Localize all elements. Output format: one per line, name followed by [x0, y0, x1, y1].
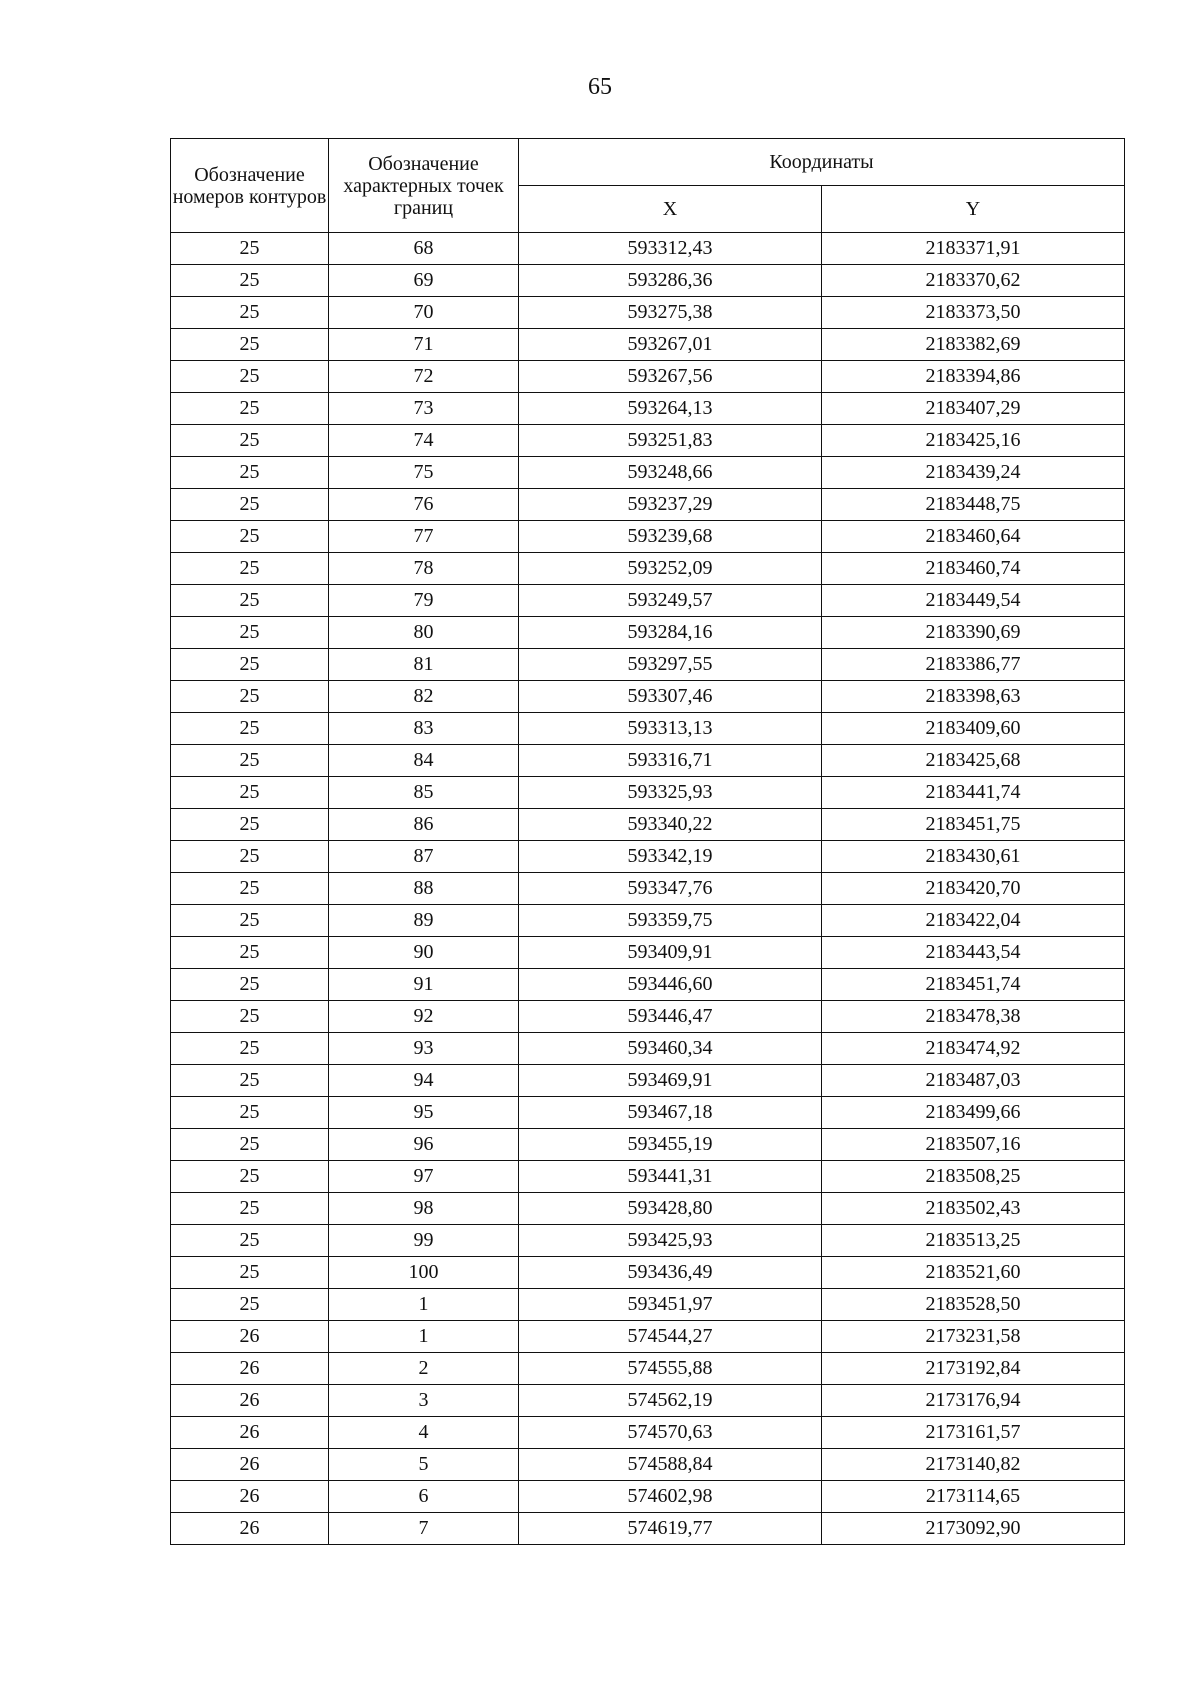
cell-y: 2183371,91 [822, 233, 1125, 265]
cell-x: 593286,36 [519, 265, 822, 297]
cell-point: 97 [329, 1161, 519, 1193]
cell-x: 593316,71 [519, 745, 822, 777]
cell-y: 2183487,03 [822, 1065, 1125, 1097]
cell-contour: 25 [171, 745, 329, 777]
table-row [171, 745, 1125, 777]
cell-y: 2183422,04 [822, 905, 1125, 937]
cell-x: 593313,13 [519, 713, 822, 745]
cell-point: 84 [329, 745, 519, 777]
cell-contour: 25 [171, 841, 329, 873]
table-row [171, 1001, 1125, 1033]
cell-y: 2183439,24 [822, 457, 1125, 489]
cell-x: 574555,88 [519, 1353, 822, 1385]
cell-y: 2173114,65 [822, 1481, 1125, 1513]
cell-contour: 26 [171, 1513, 329, 1545]
cell-contour: 25 [171, 681, 329, 713]
cell-x: 593441,31 [519, 1161, 822, 1193]
cell-contour: 25 [171, 393, 329, 425]
table-row [171, 329, 1125, 361]
cell-point: 100 [329, 1257, 519, 1289]
cell-point: 98 [329, 1193, 519, 1225]
cell-contour: 25 [171, 361, 329, 393]
cell-y: 2183409,60 [822, 713, 1125, 745]
cell-x: 593252,09 [519, 553, 822, 585]
header-boundary-point: Обозначение характерных точек границ [329, 139, 519, 233]
cell-y: 2183521,60 [822, 1257, 1125, 1289]
cell-contour: 25 [171, 457, 329, 489]
cell-x: 593248,66 [519, 457, 822, 489]
cell-y: 2183474,92 [822, 1033, 1125, 1065]
cell-x: 593340,22 [519, 809, 822, 841]
cell-contour: 25 [171, 1097, 329, 1129]
cell-y: 2173161,57 [822, 1417, 1125, 1449]
cell-x: 574570,63 [519, 1417, 822, 1449]
cell-point: 95 [329, 1097, 519, 1129]
table-row [171, 393, 1125, 425]
cell-contour: 25 [171, 1065, 329, 1097]
table-row [171, 425, 1125, 457]
cell-x: 574602,98 [519, 1481, 822, 1513]
cell-contour: 25 [171, 297, 329, 329]
cell-point: 5 [329, 1449, 519, 1481]
cell-y: 2183370,62 [822, 265, 1125, 297]
cell-point: 3 [329, 1385, 519, 1417]
cell-contour: 26 [171, 1449, 329, 1481]
cell-x: 593469,91 [519, 1065, 822, 1097]
cell-point: 72 [329, 361, 519, 393]
table-row [171, 1193, 1125, 1225]
table-row [171, 809, 1125, 841]
cell-y: 2183382,69 [822, 329, 1125, 361]
cell-point: 81 [329, 649, 519, 681]
cell-contour: 25 [171, 585, 329, 617]
cell-y: 2183451,75 [822, 809, 1125, 841]
cell-x: 574562,19 [519, 1385, 822, 1417]
cell-x: 593284,16 [519, 617, 822, 649]
cell-y: 2183443,54 [822, 937, 1125, 969]
cell-y: 2173140,82 [822, 1449, 1125, 1481]
cell-y: 2183386,77 [822, 649, 1125, 681]
table-row [171, 297, 1125, 329]
cell-contour: 25 [171, 873, 329, 905]
cell-x: 593275,38 [519, 297, 822, 329]
cell-y: 2183430,61 [822, 841, 1125, 873]
cell-contour: 25 [171, 1001, 329, 1033]
page-number: 65 [588, 74, 612, 100]
cell-y: 2183441,74 [822, 777, 1125, 809]
cell-contour: 25 [171, 809, 329, 841]
cell-point: 68 [329, 233, 519, 265]
cell-point: 7 [329, 1513, 519, 1545]
cell-y: 2183528,50 [822, 1289, 1125, 1321]
cell-point: 94 [329, 1065, 519, 1097]
table-row [171, 553, 1125, 585]
cell-contour: 26 [171, 1417, 329, 1449]
cell-x: 593342,19 [519, 841, 822, 873]
table-row [171, 1321, 1125, 1353]
cell-x: 593425,93 [519, 1225, 822, 1257]
table-row [171, 1417, 1125, 1449]
cell-point: 69 [329, 265, 519, 297]
table-row [171, 649, 1125, 681]
cell-point: 4 [329, 1417, 519, 1449]
cell-x: 593325,93 [519, 777, 822, 809]
cell-point: 80 [329, 617, 519, 649]
table-row [171, 841, 1125, 873]
table-row [171, 905, 1125, 937]
cell-contour: 25 [171, 425, 329, 457]
cell-point: 89 [329, 905, 519, 937]
table-row [171, 969, 1125, 1001]
cell-y: 2183508,25 [822, 1161, 1125, 1193]
cell-x: 593446,47 [519, 1001, 822, 1033]
table-row [171, 713, 1125, 745]
cell-contour: 25 [171, 1257, 329, 1289]
cell-y: 2173192,84 [822, 1353, 1125, 1385]
cell-point: 92 [329, 1001, 519, 1033]
cell-point: 91 [329, 969, 519, 1001]
cell-contour: 25 [171, 905, 329, 937]
cell-y: 2183507,16 [822, 1129, 1125, 1161]
cell-y: 2183425,68 [822, 745, 1125, 777]
table-row [171, 1161, 1125, 1193]
cell-x: 574544,27 [519, 1321, 822, 1353]
cell-x: 593446,60 [519, 969, 822, 1001]
cell-contour: 25 [171, 553, 329, 585]
cell-contour: 26 [171, 1385, 329, 1417]
cell-x: 593409,91 [519, 937, 822, 969]
cell-y: 2183502,43 [822, 1193, 1125, 1225]
cell-contour: 25 [171, 521, 329, 553]
cell-contour: 25 [171, 1033, 329, 1065]
cell-contour: 26 [171, 1353, 329, 1385]
coordinates-table [170, 138, 1125, 1545]
cell-y: 2183460,74 [822, 553, 1125, 585]
cell-x: 593359,75 [519, 905, 822, 937]
cell-y: 2183420,70 [822, 873, 1125, 905]
table-row [171, 777, 1125, 809]
cell-point: 1 [329, 1289, 519, 1321]
cell-contour: 25 [171, 1161, 329, 1193]
table-row [171, 1225, 1125, 1257]
cell-point: 78 [329, 553, 519, 585]
cell-point: 70 [329, 297, 519, 329]
cell-contour: 25 [171, 969, 329, 1001]
table-row [171, 1097, 1125, 1129]
cell-contour: 26 [171, 1481, 329, 1513]
cell-y: 2183394,86 [822, 361, 1125, 393]
table-row [171, 585, 1125, 617]
cell-x: 593267,56 [519, 361, 822, 393]
cell-contour: 25 [171, 1289, 329, 1321]
cell-contour: 25 [171, 1193, 329, 1225]
table-row [171, 1289, 1125, 1321]
cell-point: 73 [329, 393, 519, 425]
table-row [171, 1449, 1125, 1481]
cell-x: 593237,29 [519, 489, 822, 521]
cell-x: 593467,18 [519, 1097, 822, 1129]
cell-point: 79 [329, 585, 519, 617]
table-row [171, 1481, 1125, 1513]
table-row [171, 457, 1125, 489]
cell-contour: 26 [171, 1321, 329, 1353]
table-row [171, 1353, 1125, 1385]
cell-point: 88 [329, 873, 519, 905]
table-body [171, 233, 1125, 1545]
table-row [171, 681, 1125, 713]
table-row [171, 1385, 1125, 1417]
cell-x: 593436,49 [519, 1257, 822, 1289]
cell-contour: 25 [171, 233, 329, 265]
cell-y: 2183425,16 [822, 425, 1125, 457]
cell-y: 2173231,58 [822, 1321, 1125, 1353]
cell-y: 2183513,25 [822, 1225, 1125, 1257]
table-row [171, 1129, 1125, 1161]
cell-y: 2183460,64 [822, 521, 1125, 553]
table-row [171, 1257, 1125, 1289]
cell-contour: 25 [171, 649, 329, 681]
cell-x: 593297,55 [519, 649, 822, 681]
table-row [171, 265, 1125, 297]
cell-point: 87 [329, 841, 519, 873]
table-row [171, 617, 1125, 649]
cell-point: 83 [329, 713, 519, 745]
table-row [171, 1033, 1125, 1065]
cell-x: 593451,97 [519, 1289, 822, 1321]
cell-point: 2 [329, 1353, 519, 1385]
cell-point: 99 [329, 1225, 519, 1257]
cell-point: 74 [329, 425, 519, 457]
cell-point: 90 [329, 937, 519, 969]
cell-x: 593267,01 [519, 329, 822, 361]
cell-y: 2183373,50 [822, 297, 1125, 329]
cell-point: 86 [329, 809, 519, 841]
cell-contour: 25 [171, 1129, 329, 1161]
cell-contour: 25 [171, 265, 329, 297]
table-row [171, 361, 1125, 393]
header-contour-number: Обозначение номеров контуров [171, 139, 329, 233]
table-row [171, 937, 1125, 969]
cell-y: 2183478,38 [822, 1001, 1125, 1033]
cell-x: 593264,13 [519, 393, 822, 425]
table-row [171, 873, 1125, 905]
cell-contour: 25 [171, 713, 329, 745]
cell-y: 2173176,94 [822, 1385, 1125, 1417]
header-coordinates: Координаты [519, 139, 1125, 186]
cell-contour: 25 [171, 777, 329, 809]
cell-contour: 25 [171, 1225, 329, 1257]
cell-x: 593251,83 [519, 425, 822, 457]
cell-y: 2183448,75 [822, 489, 1125, 521]
cell-contour: 25 [171, 937, 329, 969]
cell-y: 2183449,54 [822, 585, 1125, 617]
cell-point: 82 [329, 681, 519, 713]
cell-x: 593307,46 [519, 681, 822, 713]
cell-point: 6 [329, 1481, 519, 1513]
cell-point: 93 [329, 1033, 519, 1065]
cell-x: 593249,57 [519, 585, 822, 617]
header-y: Y [822, 186, 1125, 233]
cell-point: 85 [329, 777, 519, 809]
cell-y: 2183398,63 [822, 681, 1125, 713]
table-row [171, 1513, 1125, 1545]
cell-point: 96 [329, 1129, 519, 1161]
cell-y: 2183499,66 [822, 1097, 1125, 1129]
table-row [171, 1065, 1125, 1097]
cell-point: 1 [329, 1321, 519, 1353]
cell-x: 593347,76 [519, 873, 822, 905]
cell-contour: 25 [171, 617, 329, 649]
table-row [171, 521, 1125, 553]
cell-x: 593455,19 [519, 1129, 822, 1161]
cell-contour: 25 [171, 489, 329, 521]
cell-x: 574619,77 [519, 1513, 822, 1545]
cell-y: 2183390,69 [822, 617, 1125, 649]
cell-point: 75 [329, 457, 519, 489]
table-row [171, 489, 1125, 521]
cell-y: 2183407,29 [822, 393, 1125, 425]
cell-y: 2173092,90 [822, 1513, 1125, 1545]
header-x: X [519, 186, 822, 233]
cell-point: 71 [329, 329, 519, 361]
cell-x: 593239,68 [519, 521, 822, 553]
cell-x: 593312,43 [519, 233, 822, 265]
table-header [171, 139, 1125, 233]
cell-contour: 25 [171, 329, 329, 361]
table-row [171, 233, 1125, 265]
cell-x: 574588,84 [519, 1449, 822, 1481]
cell-y: 2183451,74 [822, 969, 1125, 1001]
cell-point: 76 [329, 489, 519, 521]
cell-x: 593428,80 [519, 1193, 822, 1225]
cell-point: 77 [329, 521, 519, 553]
cell-x: 593460,34 [519, 1033, 822, 1065]
